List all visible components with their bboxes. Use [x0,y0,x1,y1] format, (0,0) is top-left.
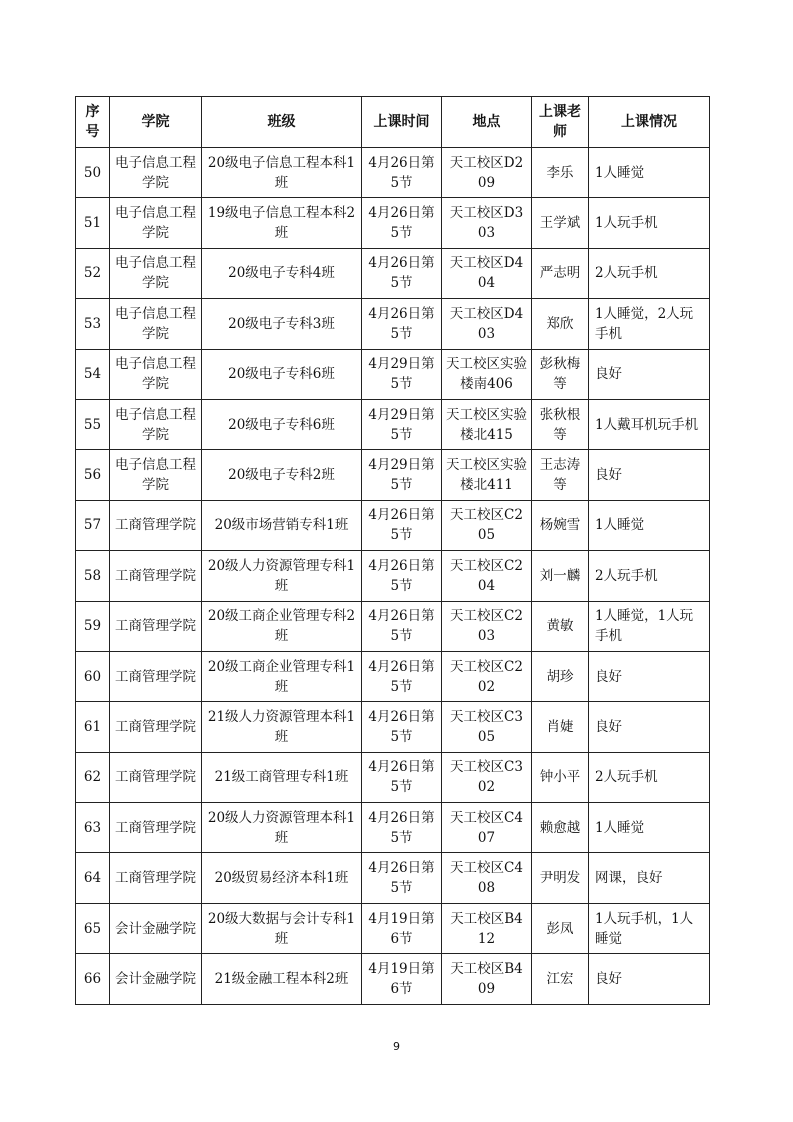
cell-class: 20级市场营销专科1班 [202,500,362,550]
cell-status: 1人玩手机，1人睡觉 [589,903,710,953]
table-header-row [76,97,710,148]
cell-status: 1人睡觉，1人玩手机 [589,601,710,651]
cell-teacher: 赖愈越 [532,803,589,853]
cell-teacher: 胡珍 [532,651,589,701]
table-row [76,954,710,1004]
cell-status: 良好 [589,954,710,1004]
cell-class: 20级电子专科2班 [202,450,362,500]
header-time: 上课时间 [362,97,442,148]
cell-location: 天工校区D209 [442,148,532,198]
cell-class: 20级电子信息工程本科1班 [202,148,362,198]
cell-no: 62 [76,752,110,802]
cell-teacher: 郑欣 [532,299,589,349]
cell-teacher: 肖婕 [532,702,589,752]
cell-college: 工商管理学院 [110,551,202,601]
cell-time: 4月26日第5节 [362,500,442,550]
table-row [76,198,710,248]
cell-teacher: 彭凤 [532,903,589,953]
cell-college: 电子信息工程学院 [110,198,202,248]
cell-no: 56 [76,450,110,500]
cell-no: 57 [76,500,110,550]
cell-time: 4月29日第5节 [362,349,442,399]
table-row [76,148,710,198]
cell-class: 20级人力资源管理本科1班 [202,803,362,853]
table-row [76,450,710,500]
table-row [76,752,710,802]
cell-no: 59 [76,601,110,651]
cell-no: 55 [76,399,110,449]
cell-class: 20级电子专科6班 [202,349,362,399]
cell-no: 53 [76,299,110,349]
cell-teacher: 彭秋梅等 [532,349,589,399]
table-row [76,601,710,651]
cell-no: 50 [76,148,110,198]
cell-status: 良好 [589,349,710,399]
cell-time: 4月26日第5节 [362,198,442,248]
table-row [76,903,710,953]
cell-time: 4月26日第5节 [362,853,442,903]
cell-location: 天工校区实验楼北415 [442,399,532,449]
cell-time: 4月26日第5节 [362,752,442,802]
table-row [76,803,710,853]
cell-college: 工商管理学院 [110,752,202,802]
cell-teacher: 尹明发 [532,853,589,903]
cell-no: 63 [76,803,110,853]
cell-no: 54 [76,349,110,399]
cell-college: 工商管理学院 [110,853,202,903]
cell-location: 天工校区实验楼南406 [442,349,532,399]
cell-college: 电子信息工程学院 [110,399,202,449]
cell-no: 52 [76,248,110,298]
cell-status: 1人睡觉 [589,500,710,550]
cell-time: 4月19日第6节 [362,954,442,1004]
cell-college: 电子信息工程学院 [110,450,202,500]
cell-college: 工商管理学院 [110,702,202,752]
cell-teacher: 江宏 [532,954,589,1004]
table-row [76,500,710,550]
cell-location: 天工校区D403 [442,299,532,349]
cell-location: 天工校区B409 [442,954,532,1004]
cell-time: 4月29日第5节 [362,399,442,449]
cell-time: 4月19日第6节 [362,903,442,953]
header-location: 地点 [442,97,532,148]
table-row [76,651,710,701]
cell-no: 60 [76,651,110,701]
cell-class: 20级工商企业管理专科2班 [202,601,362,651]
cell-status: 良好 [589,450,710,500]
header-no: 序号 [76,97,110,148]
cell-no: 61 [76,702,110,752]
cell-class: 21级人力资源管理本科1班 [202,702,362,752]
header-teacher: 上课老师 [532,97,589,148]
table-row [76,399,710,449]
cell-college: 会计金融学院 [110,954,202,1004]
cell-college: 工商管理学院 [110,651,202,701]
cell-time: 4月26日第5节 [362,702,442,752]
cell-status: 2人玩手机 [589,248,710,298]
cell-college: 工商管理学院 [110,601,202,651]
cell-class: 20级大数据与会计专科1班 [202,903,362,953]
cell-location: 天工校区C205 [442,500,532,550]
header-class: 班级 [202,97,362,148]
cell-college: 工商管理学院 [110,803,202,853]
cell-status: 2人玩手机 [589,752,710,802]
page-number: 9 [393,1040,400,1053]
cell-location: 天工校区B412 [442,903,532,953]
cell-status: 1人睡觉 [589,803,710,853]
header-status: 上课情况 [589,97,710,148]
cell-teacher: 李乐 [532,148,589,198]
cell-no: 66 [76,954,110,1004]
cell-location: 天工校区C202 [442,651,532,701]
cell-class: 20级电子专科6班 [202,399,362,449]
table-row [76,551,710,601]
table-row [76,349,710,399]
table-body [76,148,710,1005]
cell-time: 4月26日第5节 [362,148,442,198]
cell-teacher: 刘一麟 [532,551,589,601]
cell-status: 1人睡觉 [589,148,710,198]
cell-class: 21级工商管理专科1班 [202,752,362,802]
cell-location: 天工校区C302 [442,752,532,802]
table-row [76,853,710,903]
cell-time: 4月29日第5节 [362,450,442,500]
cell-college: 电子信息工程学院 [110,349,202,399]
cell-class: 20级电子专科4班 [202,248,362,298]
cell-teacher: 杨婉雪 [532,500,589,550]
cell-time: 4月26日第5节 [362,551,442,601]
cell-location: 天工校区C203 [442,601,532,651]
cell-class: 20级贸易经济本科1班 [202,853,362,903]
cell-no: 64 [76,853,110,903]
cell-time: 4月26日第5节 [362,299,442,349]
cell-teacher: 王志涛等 [532,450,589,500]
cell-status: 良好 [589,702,710,752]
cell-location: 天工校区实验楼北411 [442,450,532,500]
cell-class: 20级电子专科3班 [202,299,362,349]
cell-location: 天工校区C305 [442,702,532,752]
header-college: 学院 [110,97,202,148]
cell-college: 电子信息工程学院 [110,299,202,349]
cell-status: 2人玩手机 [589,551,710,601]
inspection-table [75,96,710,1005]
cell-time: 4月26日第5节 [362,601,442,651]
cell-teacher: 黄敏 [532,601,589,651]
cell-college: 电子信息工程学院 [110,248,202,298]
cell-status: 1人戴耳机玩手机 [589,399,710,449]
cell-no: 51 [76,198,110,248]
cell-time: 4月26日第5节 [362,651,442,701]
cell-no: 58 [76,551,110,601]
cell-location: 天工校区C407 [442,803,532,853]
cell-time: 4月26日第5节 [362,248,442,298]
cell-teacher: 钟小平 [532,752,589,802]
cell-class: 19级电子信息工程本科2班 [202,198,362,248]
cell-time: 4月26日第5节 [362,803,442,853]
cell-college: 工商管理学院 [110,500,202,550]
cell-class: 21级金融工程本科2班 [202,954,362,1004]
table-row [76,299,710,349]
table-row [76,702,710,752]
cell-college: 会计金融学院 [110,903,202,953]
cell-status: 良好 [589,651,710,701]
cell-location: 天工校区C408 [442,853,532,903]
cell-teacher: 严志明 [532,248,589,298]
cell-teacher: 张秋根等 [532,399,589,449]
cell-status: 1人睡觉，2人玩手机 [589,299,710,349]
cell-location: 天工校区D303 [442,198,532,248]
cell-teacher: 王学斌 [532,198,589,248]
cell-status: 1人玩手机 [589,198,710,248]
cell-no: 65 [76,903,110,953]
cell-college: 电子信息工程学院 [110,148,202,198]
cell-location: 天工校区D404 [442,248,532,298]
cell-class: 20级工商企业管理专科1班 [202,651,362,701]
cell-location: 天工校区C204 [442,551,532,601]
table-row [76,248,710,298]
cell-status: 网课，良好 [589,853,710,903]
cell-class: 20级人力资源管理专科1班 [202,551,362,601]
